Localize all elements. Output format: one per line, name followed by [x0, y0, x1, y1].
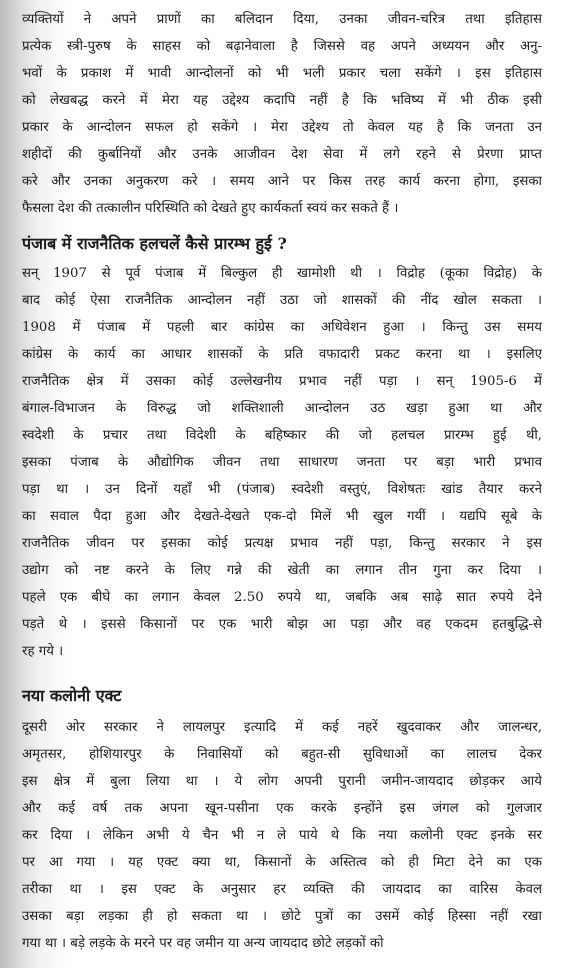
text-line: को लेखबद्ध करने में मेरा यह उद्देश्य कदापि नहीं है कि भविष्य में भी ठीक इसी [22, 93, 542, 108]
text-line: पहले एक बीघे का लगान केवल 2.50 रुपये था, जबकि अब साढ़े सात रुपये देने [22, 590, 542, 605]
text-line: स्वदेशी के प्रचार तथा विदेशी के बहिष्कार की जो हलचल प्रारम्भ हुई थी, [22, 428, 542, 443]
text-line: कांग्रेस के कार्य का आधार शासकों के प्रति वफादारी प्रकट करना था । इसलिए [22, 347, 542, 362]
paragraph-lyallpur-colony [22, 714, 542, 957]
text-line: इस क्षेत्र में बुला लिया था । ये लोग अपनी पुरानी जमीन-जायदाद छोड़कर आये [22, 774, 542, 789]
paragraph-punjab-before-1907 [22, 260, 542, 665]
text-line: उद्योग को नष्ट करने के लिए गन्ने की खेती का लगान तीन गुना कर दिया । [22, 563, 542, 578]
text-line: का सवाल पैदा हुआ और देखते-देखते एक-दो मिलें भी खुल गयीं । यद्यपि सूबे के [22, 509, 542, 524]
text-line: फैसला देश की तत्कालीन परिस्थिति को देखते हुए कार्यकर्ता स्वयं कर सकते हैं । [22, 201, 399, 216]
text-line: बाद कोई ऐसा राजनैतिक आन्दोलन नहीं उठा जो शासकों की नींद खोल सकता । [22, 293, 542, 308]
text-line: बंगाल-विभाजन के विरुद्ध जो शक्तिशाली आन्दोलन उठ खड़ा हुआ था और [22, 401, 542, 416]
text-line: प्रकार के आन्दोलन सफल हो सकेंगे । मेरा उद्देश्य तो केवल यह है कि जनता उन [22, 120, 542, 135]
section-heading-new-colony-act: नया कलोनी एक्ट [22, 686, 122, 705]
text-line: भवों के प्रकाश में भावी आन्दोलनों को भी भली प्रकार चला सकेंगे । इस इतिहास [22, 66, 542, 81]
text-line: पड़ा था । उन दिनों यहाँ भी (पंजाब) स्वदेशी वस्तुएं, विशेषतः खांड तैयार करने [22, 482, 542, 497]
text-line: शहीदों की कुर्बानियों और उनके आजीवन देश सेवा में लगे रहने से प्रेरणा प्राप्त [22, 147, 542, 162]
text-line: कर दिया । लेकिन अभी ये चैन भी न ले पाये थे कि नया कलोनी एक्ट इनके सर [22, 828, 542, 843]
text-line: और कई वर्ष तक अपना खून-पसीना एक करके इन्होंने इस जंगल को गुलजार [22, 801, 542, 816]
text-line: करे और उनका अनुकरण करे । समय आने पर किस तरह कार्य करना होगा, इसका [22, 174, 542, 189]
text-line: उसका बड़ा लड़का ही हो सकता था । छोटे पुत्रों का उसमें कोई हिस्सा नहीं रखा [22, 909, 542, 924]
text-line: राजनैतिक जीवन पर इसका कोई प्रत्यक्ष प्रभाव नहीं पड़ा, किन्तु सरकार ने इस [22, 536, 542, 551]
text-line: व्यक्तियों ने अपने प्राणों का बलिदान दिया, उनका जीवन-चरित्र तथा इतिहास [22, 12, 542, 27]
paragraph-sacrifice-history [22, 6, 542, 222]
text-line: राजनैतिक क्षेत्र में उसका कोई उल्लेखनीय प्रभाव नहीं पड़ा । सन् 1905-6 में [22, 374, 542, 389]
text-line: अमृतसर, होशियारपुर के निवासियों को बहुत-सी सुविधाओं का लालच देकर [22, 747, 542, 762]
text-line: रह गये । [22, 644, 64, 659]
text-line: सन् 1907 से पूर्व पंजाब में बिल्कुल ही खामोशी थी । विद्रोह (कूका विद्रोह) के [22, 266, 542, 281]
text-line: पड़ते थे । इससे किसानों पर एक भारी बोझ आ पड़ा और वह एकदम हतबुद्धि-से [22, 617, 542, 632]
text-line: प्रत्येक स्त्री-पुरुष के साहस को बढ़ानेवाला है जिससे वह अपने अध्ययन और अनु- [22, 39, 542, 54]
text-line: 1908 में पंजाब में पहली बार कांग्रेस का अधिवेशन हुआ । किन्तु उस समय [22, 320, 542, 335]
text-line: दूसरी ओर सरकार ने लायलपुर इत्यादि में कई नहरें खुदवाकर और जालन्धर, [22, 720, 542, 735]
text-line: तरीका था । इस एक्ट के अनुसार हर व्यक्ति की जायदाद का वारिस केवल [22, 882, 542, 897]
text-line: इसका पंजाब के औद्योगिक जीवन तथा साधारण जनता पर बड़ा भारी प्रभाव [22, 455, 542, 470]
section-heading-punjab-political-movements: पंजाब में राजनैतिक हलचलें कैसे प्रारम्भ हुई ? [22, 234, 287, 253]
text-line: गया था । बड़े लड़के के मरने पर वह जमीन या अन्य जायदाद छोटे लड़कों को [22, 936, 384, 951]
text-line: पर आ गया । यह एक्ट क्या था, किसानों के अस्तित्व को ही मिटा देने का एक [22, 855, 542, 870]
